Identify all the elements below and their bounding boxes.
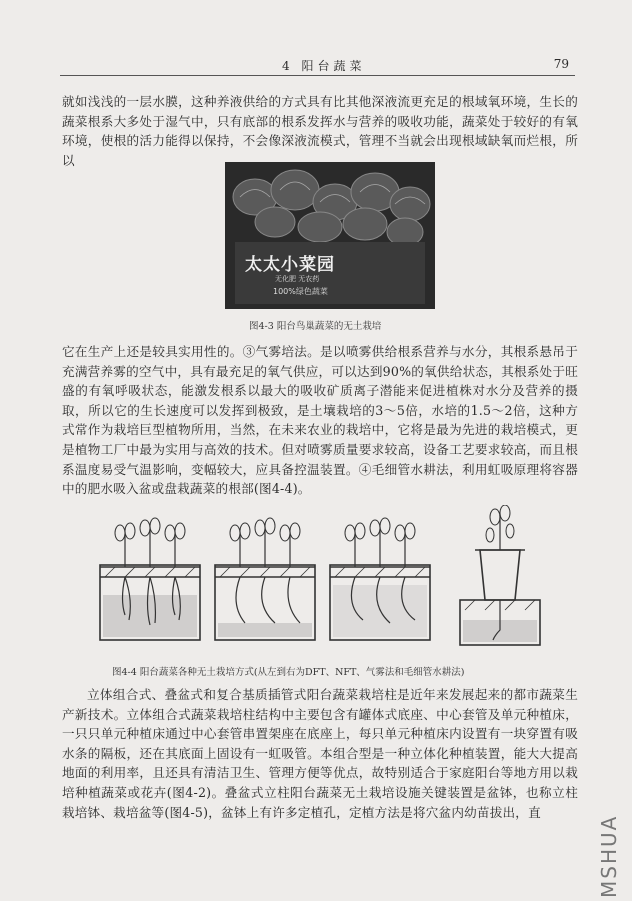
paragraph-1: 就如浅浅的一层水膜，这种养液供给的方式具有比其他深液流更充足的根域氧环境，生长的蔬菜根系大多处于湿气中，只有底部的根系发挥水与营养的吸收功能，蔬菜处于较好的有氧环境，使根的活力能得以保持，不会像深液流模式，管理不当就会出现根域缺氧而烂根，所以 [62, 94, 578, 168]
figure-4-3-photo [225, 162, 435, 309]
planter-sign-text: 太太小菜园 [245, 255, 335, 275]
paragraph-3: 立体组合式、叠盆式和复合基质插管式阳台蔬菜栽培柱是近年来发展起来的都市蔬菜生产新技术。立体组合式蔬菜栽培柱结构中主要包含有罐体式底座、中心套管及单元种植床，一只只单元种植床通过中心套管串置架座在底座上，每只单元种植床内设置有一块穿置有吸水条的隔板，还在其底面上固设有一虹吸管。本组合型是一种立体化种植装置，能大大提高地面的利用率，且还具有清洁卫生、管理方便等优点，故特别适合于家庭阳台等地方用以栽培种植蔬菜或花卉(图4-2)。叠盆式立柱阳台蔬菜无土栽培设施关键装置是盆钵，也称立柱栽培钵、栽培盆等(图4-5)，盆钵上有许多定植孔，定植方法是将穴盆内幼苗拔出，直 [62, 687, 578, 820]
lettuce-plants-image [225, 162, 435, 309]
watermark [593, 814, 632, 900]
planter-sign-sub2: 100%绿色蔬菜 [273, 287, 328, 296]
running-header [60, 57, 575, 76]
figure-4-4-caption: 图4-4 阳台蔬菜各种无土栽培方式(从左到右为DFT、NFT、气雾法和毛细管水耕法) [112, 667, 465, 678]
paragraph-2: 它在生产上还是较具实用性的。③气雾培法。是以喷雾供给根系营养与水分，其根系悬吊于充满营养雾的空气中，具有最充足的氧气供应，可以达到90%的氧供给状态，其根系处于旺盛的有氧呼吸状态，能激发根系以最大的吸收矿质离子潜能来促进植株对水分及营养的摄取，所以它的生长速度可以发挥到极致，是土壤栽培的3～5倍，水培的1.5～2倍，这种方式常作为栽培巨型植物所用，当然，在未来农业的栽培中，它将是最为先进的栽培模式，更是植物工厂中最为实用与高效的技术。但对喷雾质量要求较高，设备工艺要求较高，而且根系温度易受气温影响，变幅较大，应具备控温装置。④毛细管水耕法，利用虹吸原理将容器中的肥水吸入盆或盘栽蔬菜的根部(图4-4)。 [62, 344, 578, 497]
page-number: 79 [553, 57, 569, 71]
planter-sign-sub1: 无化肥 无农药 [275, 275, 320, 283]
watermark-text: MSHUA [597, 814, 621, 898]
chapter-title: 4 阳台蔬菜 [282, 59, 366, 73]
capillary-pot [480, 550, 520, 600]
figure-4-3-caption: 图4-3 阳台鸟巢蔬菜的无土栽培 [249, 321, 382, 332]
figure-4-4-diagram [95, 505, 545, 655]
